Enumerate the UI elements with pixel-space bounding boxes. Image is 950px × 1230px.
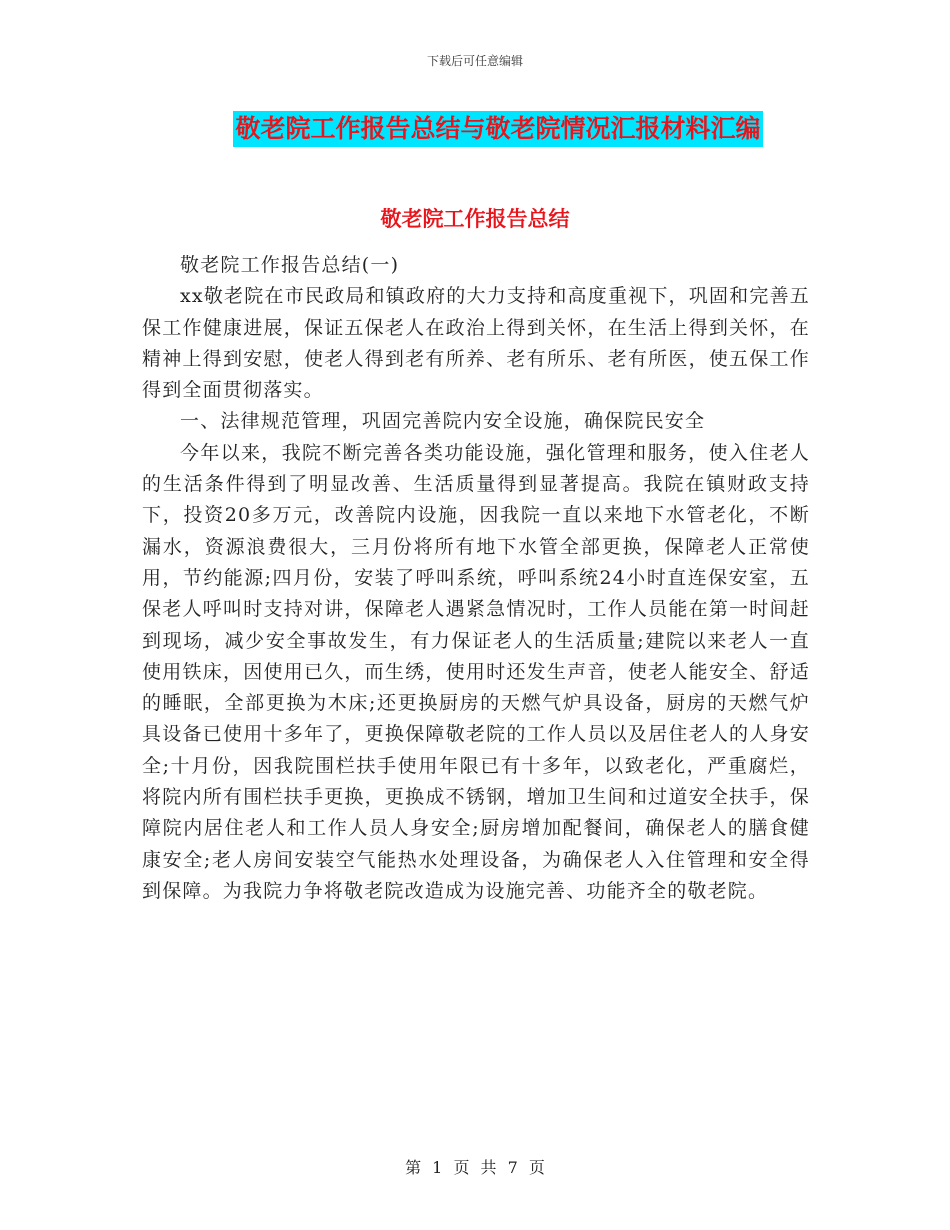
paragraph-heading: 敬老院工作报告总结(一) — [180, 254, 400, 276]
paragraph: 今年以来，我院不断完善各类功能设施，强化管理和服务，使入住老人的生活条件得到了明显改善、生活质量得到显著提高。我院在镇财政支持下，投资20多万元，改善院内设施，因我院一直以来地下水管老化，不断漏水，资源浪费很大，三月份将所有地下水管全部更换，保障老人正常使用，节约能源;四月份，安装了呼叫系统，呼叫系统24小时直连保安室，五保老人呼叫时支持对讲，保障老人遇紧急情况时，工作人员能在第一时间赶到现场，减少安全事故发生，有力保证老人的生活质量;建院以来老人一直使用铁床，因使用已久，而生绣，使用时还发生声音，使老人能安全、舒适的睡眠，全部更换为木床;还更换厨房的天燃气炉具设备，厨房的天燃气炉具设备已使用十多年了，更换保障敬老院的工作人员以及居住老人的人身安全;十月份，因我院围栏扶手使用年限已有十多年，以致老化，严重腐烂，将院内所有围栏扶手更换，更换成不锈钢，增加卫生间和过道安全扶手，保障院内居住老人和工作人员人身安全;厨房增加配餐间，确保老人的膳食健康安全;老人房间安装空气能热水处理设备，为确保老人入住管理和安全得到保障。为我院力争将敬老院改造成为设施完善、功能齐全的敬老院。 — [142, 441, 810, 902]
header-note: 下载后可任意编辑 — [426, 54, 523, 68]
main-title-container — [0, 111, 950, 147]
page-number: 第 1 页 共 7 页 — [405, 1158, 545, 1177]
paragraph-heading: 一、法律规范管理，巩固完善院内安全设施，确保院民安全 — [180, 410, 706, 433]
document-body — [142, 250, 810, 907]
paragraph: xx敬老院在市民政局和镇政府的大力支持和高度重视下，巩固和完善五保工作健康进展，保证五保老人在政治上得到关怀，在生活上得到关怀，在精神上得到安慰，使老人得到老有所养、老有所乐、老有所医，使五保工作得到全面贯彻落实。 — [142, 285, 810, 402]
main-title: 敬老院工作报告总结与敬老院情况汇报材料汇编 — [233, 111, 762, 147]
section-title: 敬老院工作报告总结 — [380, 207, 570, 231]
